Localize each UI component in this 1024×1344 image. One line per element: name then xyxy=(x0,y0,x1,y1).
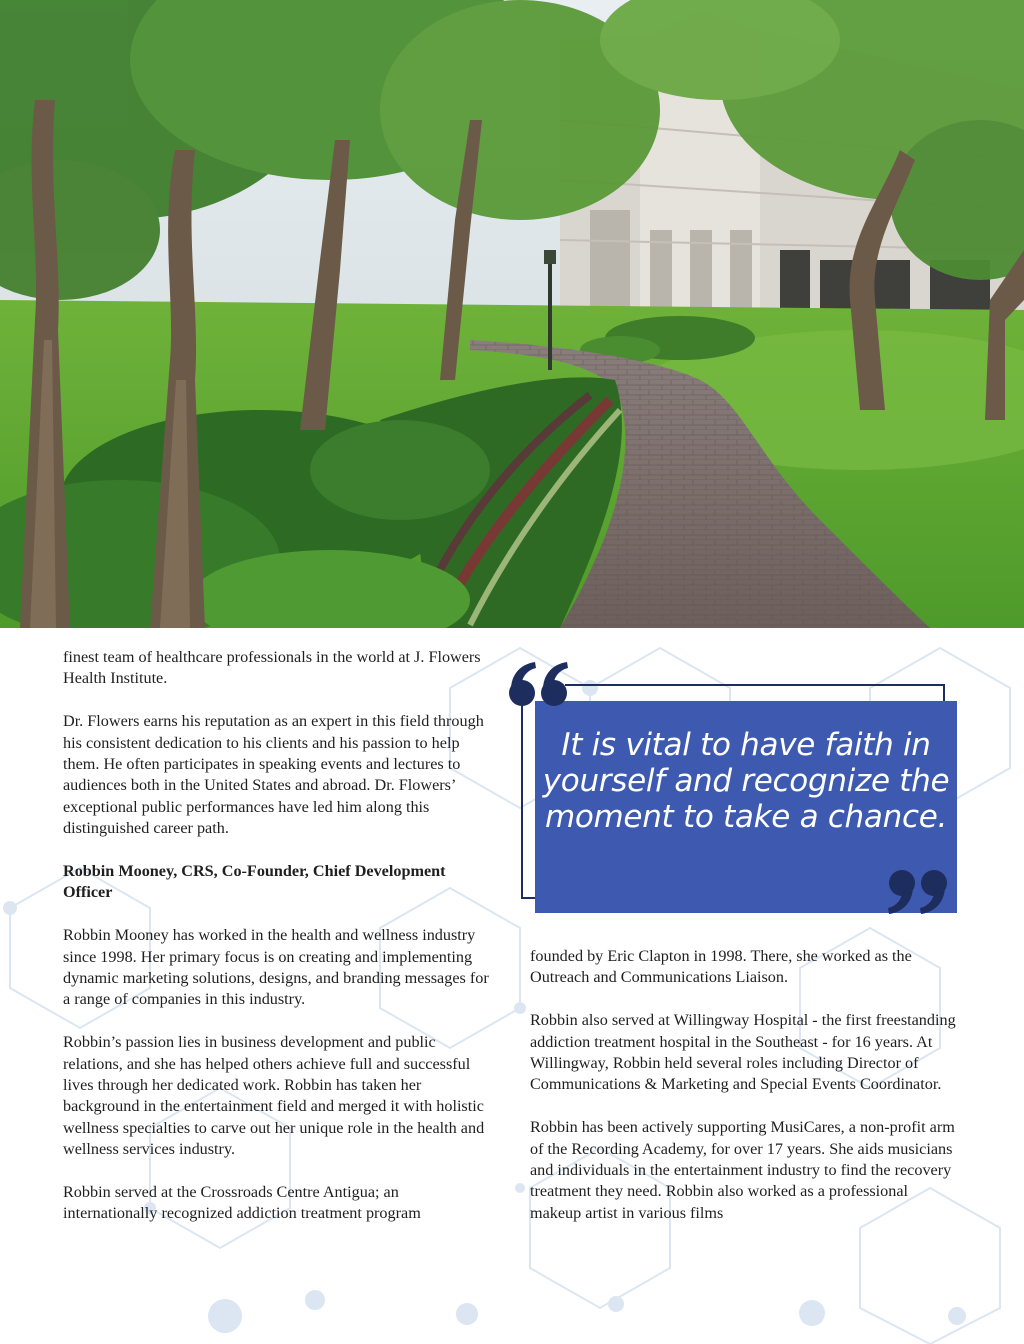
paragraph: Robbin’s passion lies in business development and public relations, and she has helped others achieve full and successful lives through her dedicated work. Robbin has taken her background in the entertainment field and merged it with holistic wellness specialties to carve out her unique role in the health and wellness services industry. xyxy=(63,1033,485,1159)
open-quote-icon xyxy=(507,660,573,710)
paragraph: Robbin also served at Willingway Hospital - the first freestanding addiction treatment hospital in the Southeast - for 16 years. At Willingway, Robbin held several roles including Director of Communications & Marketing and Special Events Coordinator. xyxy=(530,1011,956,1094)
paragraph: Robbin Mooney has worked in the health and wellness industry since 1998. Her primary focus is on creating and implementing dynamic marketing solutions, designs, and branding messages for a range of companies in this industry. xyxy=(63,926,489,1009)
quote-frame-left xyxy=(521,698,523,898)
quote-text: It is vital to have faith in yourself and recognize the moment to take a chance. xyxy=(542,727,950,835)
paragraph: Dr. Flowers earns his reputation as an expert in this field through his consistent dedication to his clients and his passion to help them. He often participates in speaking events and lectures to audiences both in the United States and abroad. Dr. Flowers’ exceptional public performances have led him along this distinguished career path. xyxy=(63,712,484,838)
garden-walkway-image xyxy=(0,0,1024,628)
paragraph: finest team of healthcare professionals in the world at J. Flowers Health Institute. xyxy=(63,648,481,688)
paragraph: founded by Eric Clapton in 1998. There, she worked as the Outreach and Communications Liaison. xyxy=(530,947,912,987)
pull-quote xyxy=(505,658,965,918)
paragraph: Robbin has been actively supporting MusiCares, a non-profit arm of the Recording Academy, for over 17 years. She aids musicians and individuals in the entertainment industry to find the recovery treatment they need. Robbin also worked as a professional makeup artist in various films xyxy=(530,1118,955,1222)
quote-frame-top xyxy=(565,684,945,686)
right-text-column xyxy=(530,946,960,1246)
close-quote-icon xyxy=(883,866,949,916)
paragraph: Robbin served at the Crossroads Centre Antigua; an internationally recognized addiction treatment program xyxy=(63,1183,421,1223)
left-text-column xyxy=(63,647,493,1246)
section-heading: Robbin Mooney, CRS, Co-Founder, Chief Development Officer xyxy=(63,862,446,902)
hero-photo xyxy=(0,0,1024,628)
